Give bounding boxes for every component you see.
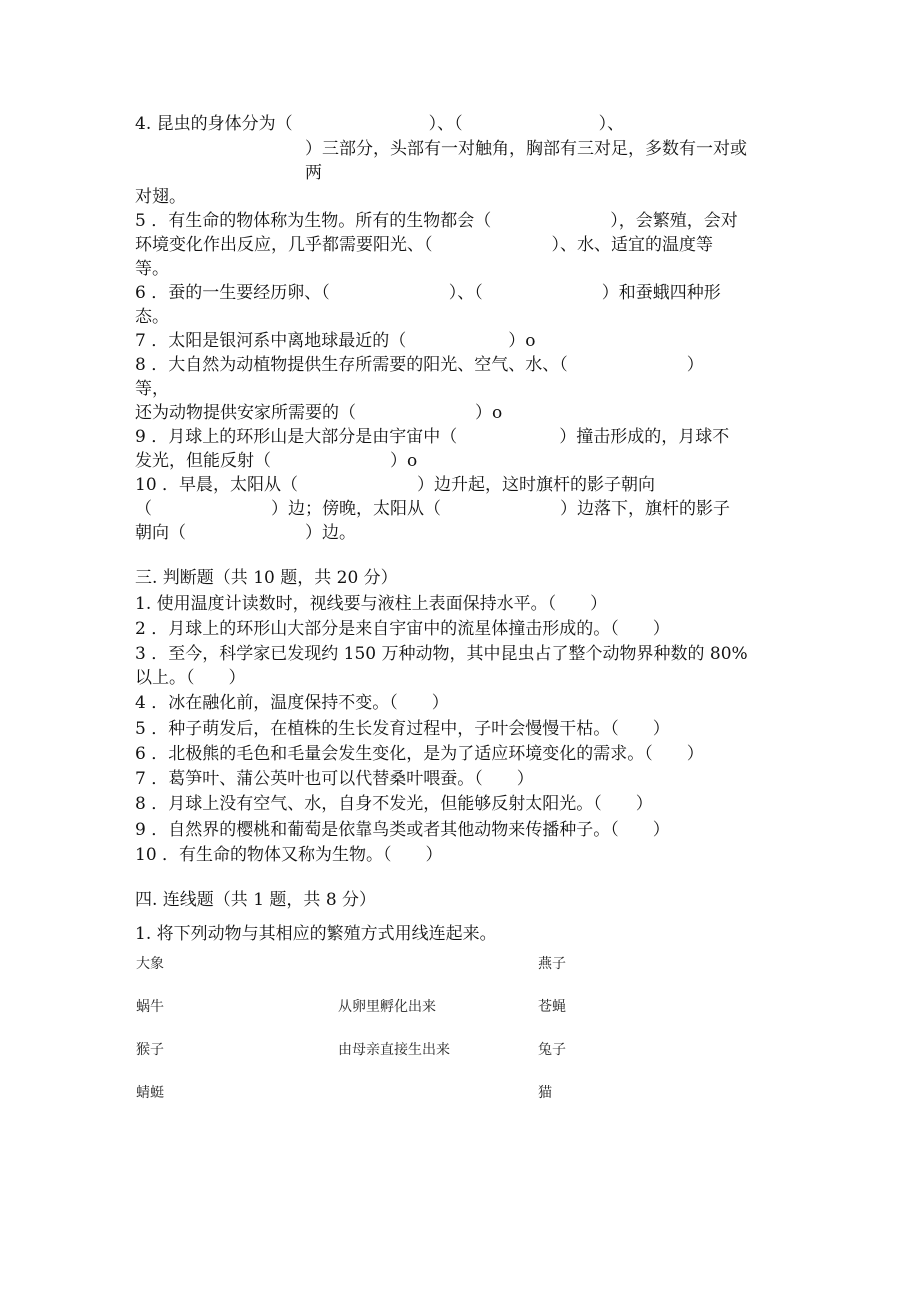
q6-line-1: 6 ．蚕的一生要经历卵、（ ）、（ ）和蚕蛾四种形 [135,283,721,303]
q6-line-2: 态。 [135,307,169,327]
match-left-item: 蜻蜓 [136,1085,164,1101]
q10-line-1: 10 ．早晨，太阳从（ ）边升起，这时旗杆的影子朝向 [135,475,656,495]
judge-item: 6 ．北极熊的毛色和毛量会发生变化，是为了适应环境变化的需求。（ ） [135,744,704,764]
q4-line-4: 对翅。 [135,187,186,207]
q10-line-3: 朝向（ ）边。 [135,523,356,543]
judge-item: 3 ．至今，科学家已发现约 150 万种动物，其中昆虫占了整个动物界种数的 80% [135,644,748,664]
q8-line-1: 8 ．大自然为动植物提供生存所需要的阳光、空气、水、（ ） [135,355,704,375]
judge-item: 2 ．月球上的环形山大部分是来自宇宙中的流星体撞击形成的。（ ） [135,619,670,639]
q4-line-2: ）三部分，头部有一对触角，胸部有三对足，多数有一对或 [135,139,747,159]
judge-item: 1. 使用温度计读数时，视线要与液柱上表面保持水平。（ ） [135,594,608,614]
q5-line-1: 5 ．有生命的物体称为生物。所有的生物都会（ ），会繁殖，会对 [135,211,738,231]
match-left-item: 大象 [136,956,164,972]
q8-line-2: 等， [135,379,169,399]
match-section-heading: 四. 连线题（共 1 题，共 8 分） [135,890,377,910]
judge-item: 10 ．有生命的物体又称为生物。（ ） [135,845,443,865]
q10-line-2: （ ）边；傍晚，太阳从（ ）边落下，旗杆的影子 [135,499,730,519]
q4-line-3: 两 [135,163,322,183]
judge-item: 7 ．葛笋叶、蒲公英叶也可以代替桑叶喂蚕。（ ） [135,769,534,789]
judge-item: 8 ．月球上没有空气、水，自身不发光，但能够反射太阳光。（ ） [135,794,653,814]
match-instruction: 1. 将下列动物与其相应的繁殖方式用线连起来。 [135,924,497,944]
q9-line-1: 9 ．月球上的环形山是大部分是由宇宙中（ ）撞击形成的，月球不 [135,427,730,447]
match-left-item: 猴子 [136,1042,164,1058]
match-right-item: 苍蝇 [538,999,566,1015]
q4-line-1: 4. 昆虫的身体分为（ ）、（ ）、 [135,114,625,134]
match-right-item: 兔子 [538,1042,566,1058]
q5-line-2: 环境变化作出反应，几乎都需要阳光、（ ）、水、适宜的温度等 [135,235,713,255]
match-middle-item: 由母亲直接生出来 [338,1042,450,1058]
judge-item: 4 ．冰在融化前，温度保持不变。（ ） [135,693,449,713]
judge-item: 以上。（ ） [135,668,246,688]
match-right-item: 猫 [538,1085,552,1101]
judge-section-heading: 三. 判断题（共 10 题，共 20 分） [135,568,398,588]
q8-line-3: 还为动物提供安家所需要的（ ）o [135,403,503,423]
match-left-item: 蜗牛 [136,999,164,1015]
judge-item: 5 ．种子萌发后，在植株的生长发育过程中，子叶会慢慢干枯。（ ） [135,719,670,739]
judge-item: 9 ．自然界的樱桃和葡萄是依靠鸟类或者其他动物来传播种子。（ ） [135,820,670,840]
q9-line-2: 发光，但能反射（ ）o [135,451,418,471]
q7-line-1: 7 ．太阳是银河系中离地球最近的（ ）o [135,331,536,351]
match-right-item: 燕子 [538,956,566,972]
q5-line-3: 等。 [135,259,169,279]
match-middle-item: 从卵里孵化出来 [338,999,436,1015]
